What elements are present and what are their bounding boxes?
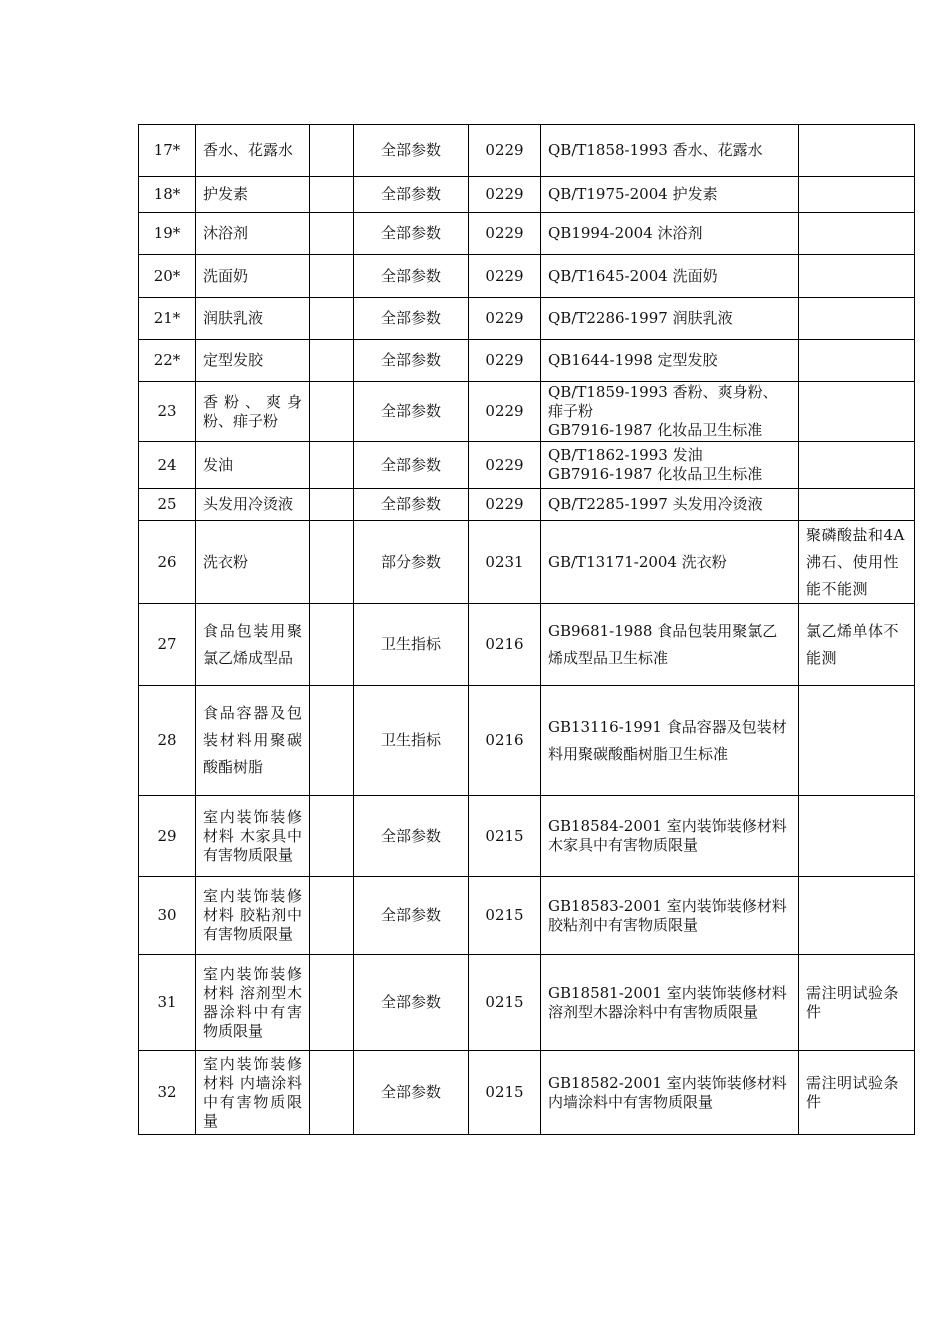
product-name: 洗衣粉 [196,521,310,604]
table-row [139,340,915,382]
note-cell [799,213,915,255]
category-code: 0216 [469,686,541,796]
blank-cell [310,604,354,686]
param-scope: 全部参数 [354,877,469,955]
row-number: 18* [139,177,196,213]
standard-name: QB/T2285-1997 头发用冷烫液 [541,489,799,521]
note-cell [799,177,915,213]
table-row [139,1051,915,1135]
standard-name [541,382,799,442]
row-number: 29 [139,796,196,877]
product-name: 沐浴剂 [196,213,310,255]
standard-line: GB7916-1987 化妆品卫生标准 [548,421,763,439]
param-scope: 全部参数 [354,489,469,521]
note-cell: 需注明试验条件 [799,1051,915,1135]
param-scope: 全部参数 [354,796,469,877]
standard-name: GB18584-2001 室内装饰装修材料木家具中有害物质限量 [541,796,799,877]
product-name: 食品包装用聚氯乙烯成型品 [196,604,310,686]
note-cell [799,442,915,489]
row-number: 25 [139,489,196,521]
table-row [139,382,915,442]
standard-name: QB/T2286-1997 润肤乳液 [541,298,799,340]
row-number: 17* [139,125,196,177]
standard-name: QB1644-1998 定型发胶 [541,340,799,382]
product-name: 香粉、爽身粉、痱子粉 [196,382,310,442]
product-name: 头发用冷烫液 [196,489,310,521]
blank-cell [310,298,354,340]
row-number: 19* [139,213,196,255]
category-code: 0215 [469,796,541,877]
standard-name [541,442,799,489]
row-number: 30 [139,877,196,955]
table-row [139,686,915,796]
note-cell [799,125,915,177]
product-name: 护发素 [196,177,310,213]
category-code: 0215 [469,877,541,955]
table-row [139,213,915,255]
blank-cell [310,255,354,298]
category-code: 0229 [469,382,541,442]
param-scope: 全部参数 [354,442,469,489]
blank-cell [310,382,354,442]
standard-name: QB/T1645-2004 洗面奶 [541,255,799,298]
blank-cell [310,1051,354,1135]
param-scope: 全部参数 [354,213,469,255]
table-row [139,489,915,521]
category-code: 0229 [469,340,541,382]
product-name: 定型发胶 [196,340,310,382]
row-number: 28 [139,686,196,796]
standard-name: GB18583-2001 室内装饰装修材料胶粘剂中有害物质限量 [541,877,799,955]
param-scope: 卫生指标 [354,604,469,686]
param-scope: 全部参数 [354,340,469,382]
standard-name: QB1994-2004 沐浴剂 [541,213,799,255]
table-row [139,298,915,340]
standard-name: GB18581-2001 室内装饰装修材料溶剂型木器涂料中有害物质限量 [541,955,799,1051]
category-code: 0216 [469,604,541,686]
table-row [139,255,915,298]
param-scope: 全部参数 [354,298,469,340]
standard-name: GB9681-1988 食品包装用聚氯乙烯成型品卫生标准 [541,604,799,686]
param-scope: 全部参数 [354,1051,469,1135]
category-code: 0229 [469,489,541,521]
table-row [139,125,915,177]
row-number: 27 [139,604,196,686]
product-name: 室内装饰装修材料 内墙涂料中有害物质限量 [196,1051,310,1135]
standards-table [138,124,915,1135]
blank-cell [310,686,354,796]
note-cell [799,340,915,382]
category-code: 0229 [469,213,541,255]
product-name: 食品容器及包装材料用聚碳酸酯树脂 [196,686,310,796]
blank-cell [310,521,354,604]
note-cell [799,877,915,955]
blank-cell [310,442,354,489]
note-cell [799,255,915,298]
row-number: 31 [139,955,196,1051]
note-cell [799,686,915,796]
note-cell [799,489,915,521]
param-scope: 卫生指标 [354,686,469,796]
blank-cell [310,177,354,213]
product-name: 室内装饰装修材料 木家具中有害物质限量 [196,796,310,877]
blank-cell [310,213,354,255]
note-cell: 氯乙烯单体不能测 [799,604,915,686]
standard-line: GB7916-1987 化妆品卫生标准 [548,465,763,483]
standard-line: QB/T1862-1993 发油 [548,446,703,464]
row-number: 24 [139,442,196,489]
product-name: 润肤乳液 [196,298,310,340]
table-row [139,955,915,1051]
product-name: 室内装饰装修材料 胶粘剂中有害物质限量 [196,877,310,955]
param-scope: 全部参数 [354,255,469,298]
param-scope: 全部参数 [354,125,469,177]
standard-name: QB/T1975-2004 护发素 [541,177,799,213]
note-cell [799,382,915,442]
table-row [139,442,915,489]
product-name: 洗面奶 [196,255,310,298]
product-name: 香水、花露水 [196,125,310,177]
category-code: 0215 [469,955,541,1051]
row-number: 26 [139,521,196,604]
product-name: 发油 [196,442,310,489]
blank-cell [310,877,354,955]
note-cell: 聚磷酸盐和4A沸石、使用性能不能测 [799,521,915,604]
product-name: 室内装饰装修材料 溶剂型木器涂料中有害物质限量 [196,955,310,1051]
table-row [139,521,915,604]
standard-line: QB/T1859-1993 香粉、爽身粉、痱子粉 [548,383,778,420]
note-cell [799,796,915,877]
blank-cell [310,125,354,177]
category-code: 0229 [469,442,541,489]
category-code: 0229 [469,298,541,340]
standard-name: GB13116-1991 食品容器及包装材料用聚碳酸酯树脂卫生标准 [541,686,799,796]
blank-cell [310,955,354,1051]
row-number: 21* [139,298,196,340]
row-number: 22* [139,340,196,382]
table-row [139,796,915,877]
row-number: 20* [139,255,196,298]
blank-cell [310,796,354,877]
table-row [139,604,915,686]
category-code: 0231 [469,521,541,604]
standard-name: GB/T13171-2004 洗衣粉 [541,521,799,604]
category-code: 0229 [469,125,541,177]
param-scope: 全部参数 [354,177,469,213]
blank-cell [310,489,354,521]
table-row [139,177,915,213]
category-code: 0229 [469,255,541,298]
standard-name: GB18582-2001 室内装饰装修材料内墙涂料中有害物质限量 [541,1051,799,1135]
param-scope: 部分参数 [354,521,469,604]
blank-cell [310,340,354,382]
row-number: 32 [139,1051,196,1135]
row-number: 23 [139,382,196,442]
category-code: 0229 [469,177,541,213]
table-row [139,877,915,955]
category-code: 0215 [469,1051,541,1135]
note-cell: 需注明试验条件 [799,955,915,1051]
note-cell [799,298,915,340]
param-scope: 全部参数 [354,955,469,1051]
param-scope: 全部参数 [354,382,469,442]
standard-name: QB/T1858-1993 香水、花露水 [541,125,799,177]
